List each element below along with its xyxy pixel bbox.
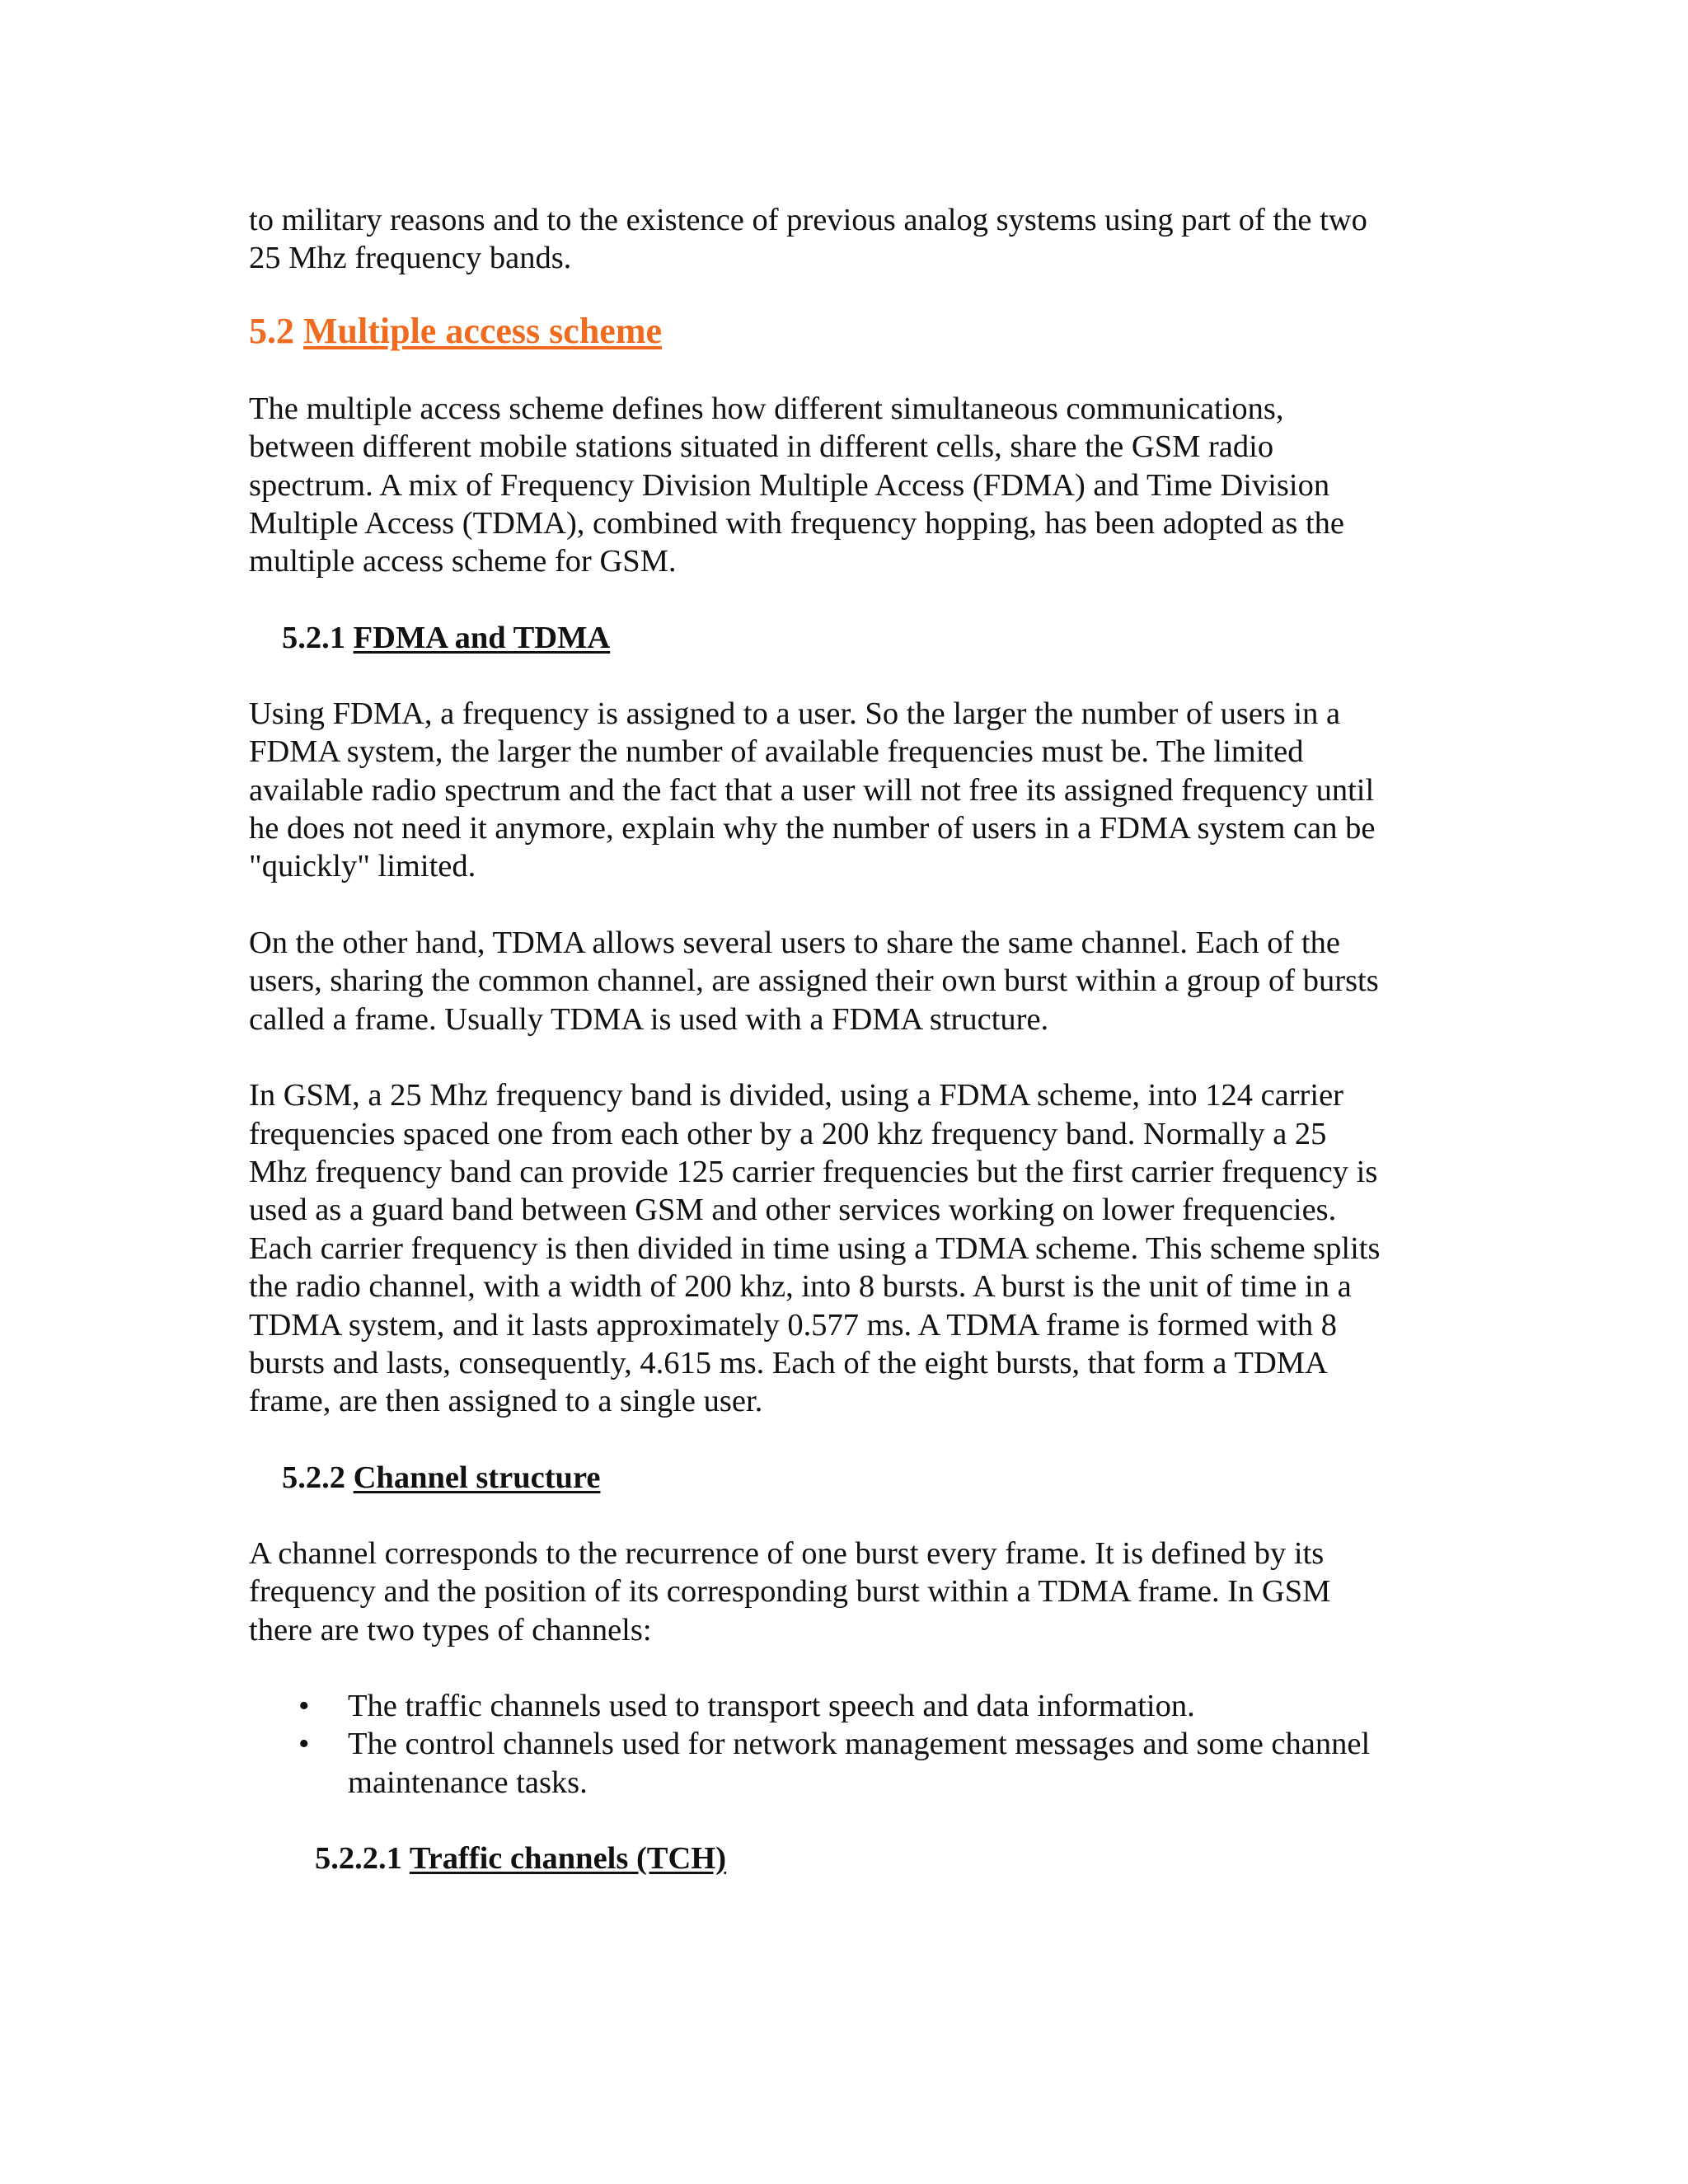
- text-line: The traffic channels used to transport speech and data information.: [348, 1688, 1195, 1723]
- bullet-list: [249, 1687, 1452, 1802]
- text-line: there are two types of channels:: [249, 1612, 652, 1647]
- text-line: Mhz frequency band can provide 125 carrier frequencies but the first carrier frequency is: [249, 1154, 1378, 1189]
- text-line: users, sharing the common channel, are assigned their own burst within a group of bursts: [249, 963, 1379, 999]
- section-heading-5-2-1: [249, 619, 1452, 657]
- text-line: used as a guard band between GSM and other services working on lower frequencies.: [249, 1193, 1337, 1228]
- section-number: 5.2.1: [282, 620, 345, 655]
- text-line: Using FDMA, a frequency is assigned to a user. So the larger the number of users in a: [249, 696, 1341, 731]
- text-line: between different mobile stations situated in different cells, share the GSM radio: [249, 429, 1274, 465]
- text-line: multiple access scheme for GSM.: [249, 544, 677, 579]
- text-line: "quickly" limited.: [249, 849, 476, 884]
- text-line: called a frame. Usually TDMA is used with a FDMA structure.: [249, 1001, 1049, 1037]
- text-line: A channel corresponds to the recurrence of one burst every frame. It is defined by its: [249, 1535, 1325, 1571]
- section-heading-5-2-2: [249, 1459, 1452, 1497]
- section-heading-5-2: [249, 309, 1452, 354]
- text-line: frequencies spaced one from each other by a 200 khz frequency band. Normally a 25: [249, 1116, 1327, 1151]
- section-title-link[interactable]: Channel structure: [353, 1460, 601, 1495]
- text-line: Each carrier frequency is then divided in time using a TDMA scheme. This scheme splits: [249, 1230, 1381, 1266]
- bullet-icon: •: [298, 1688, 310, 1723]
- section-number: 5.2: [249, 310, 294, 351]
- text-line: to military reasons and to the existence of previous analog systems using part of the two: [249, 203, 1367, 237]
- text-line: 25 Mhz frequency bands.: [249, 241, 572, 276]
- text-line: FDMA system, the larger the number of available frequencies must be. The limited: [249, 734, 1304, 770]
- intro-paragraph: [249, 201, 1452, 278]
- section-title-link[interactable]: Multiple access scheme: [303, 310, 662, 351]
- section-number: 5.2.2.1: [315, 1841, 402, 1877]
- text-line: maintenance tasks.: [348, 1765, 588, 1800]
- section-title-link[interactable]: Traffic channels (TCH): [409, 1841, 727, 1877]
- text-line: spectrum. A mix of Frequency Division Multiple Access (FDMA) and Time Division: [249, 467, 1330, 503]
- text-line: available radio spectrum and the fact that a user will not free its assigned frequency until: [249, 772, 1375, 808]
- text-line: he does not need it anymore, explain why the number of users in a FDMA system can be: [249, 811, 1376, 846]
- text-line: bursts and lasts, consequently, 4.615 ms. Each of the eight bursts, that form a TDMA: [249, 1345, 1328, 1380]
- text-line: Multiple Access (TDMA), combined with frequency hopping, has been adopted as the: [249, 506, 1344, 541]
- text-line: The control channels used for network management messages and some channel: [348, 1727, 1371, 1762]
- text-line: The multiple access scheme defines how different simultaneous communications,: [249, 391, 1284, 426]
- paragraph: [249, 1076, 1452, 1421]
- list-item: [249, 1725, 1452, 1802]
- paragraph: [249, 1535, 1452, 1649]
- text-line: TDMA system, and it lasts approximately 0.577 ms. A TDMA frame is formed with 8: [249, 1307, 1337, 1343]
- section-heading-5-2-2-1: [249, 1840, 1452, 1877]
- paragraph: [249, 390, 1452, 581]
- section-title-link[interactable]: FDMA and TDMA: [353, 620, 611, 655]
- section-number: 5.2.2: [282, 1460, 345, 1495]
- bullet-icon: •: [298, 1727, 310, 1762]
- page-content: [249, 198, 1452, 1877]
- text-line: In GSM, a 25 Mhz frequency band is divided, using a FDMA scheme, into 124 carrier: [249, 1078, 1343, 1113]
- text-line: frequency and the position of its corresponding burst within a TDMA frame. In GSM: [249, 1574, 1331, 1610]
- text-line: On the other hand, TDMA allows several users to share the same channel. Each of the: [249, 925, 1340, 960]
- text-line: the radio channel, with a width of 200 khz, into 8 bursts. A burst is the unit of time in a: [249, 1269, 1352, 1305]
- list-item: [249, 1687, 1452, 1725]
- text-line: frame, are then assigned to a single user.: [249, 1384, 763, 1419]
- paragraph: [249, 695, 1452, 886]
- paragraph: [249, 924, 1452, 1038]
